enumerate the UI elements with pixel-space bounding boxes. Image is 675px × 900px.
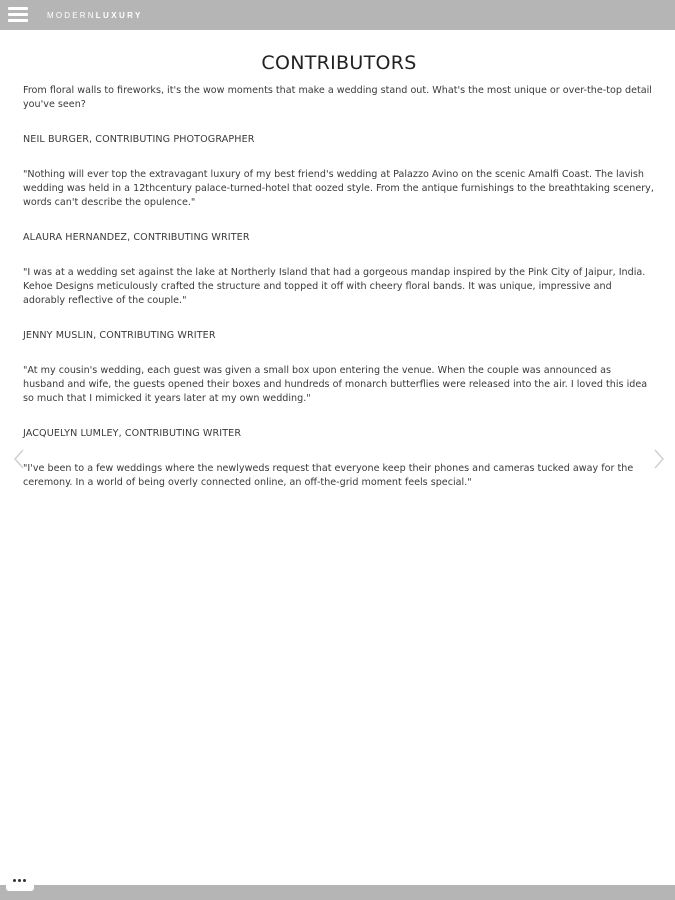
dot: [18, 879, 21, 882]
contributor-name: NEIL BURGER, CONTRIBUTING PHOTOGRAPHER: [23, 134, 255, 145]
chevron-right-icon[interactable]: [652, 448, 666, 470]
contributor-quote: "Nothing will ever top the extravagant luxury of my best friend's wedding at Palazzo Avino on the scenic Amalfi Coast. The lavish wedding was held in a 12thcentury palace-turned-hotel that oozed style. From the antique furnishings to the breathtaking scenery, words can't describe the opulence.": [23, 169, 654, 208]
chevron-left-icon[interactable]: [12, 448, 26, 470]
chevron-right-glyph: [652, 448, 666, 470]
bottom-bar: [0, 885, 675, 900]
article-content: [23, 50, 655, 511]
intro-paragraph: From floral walls to fireworks, it's the wow moments that make a wedding stand out. What's the most unique or over-the-top detail you've seen?: [23, 85, 652, 110]
brand-logo-light: MODERN: [47, 11, 96, 20]
menu-line: [8, 13, 28, 16]
hamburger-menu-icon[interactable]: [8, 7, 28, 23]
contributor-name: ALAURA HERNANDEZ, CONTRIBUTING WRITER: [23, 232, 250, 243]
dot: [13, 879, 16, 882]
page-title: CONTRIBUTORS: [261, 52, 417, 74]
dot: [23, 879, 26, 882]
chevron-left-glyph: [12, 448, 26, 470]
contributor-quote: "At my cousin's wedding, each guest was given a small box upon entering the venue. When the couple was announced as husband and wife, the guests opened their boxes and hundreds of monarch butterflies were released into the air. I loved this idea so much that I mimicked it years later at my own wedding.": [23, 365, 648, 404]
contributor-name: JENNY MUSLIN, CONTRIBUTING WRITER: [23, 330, 216, 341]
contributor-name: JACQUELYN LUMLEY, CONTRIBUTING WRITER: [23, 428, 242, 439]
more-dots-icon[interactable]: [6, 869, 34, 891]
brand-logo[interactable]: [47, 11, 143, 21]
top-bar: [0, 0, 675, 30]
brand-logo-bold: LUXURY: [95, 11, 143, 20]
menu-line: [8, 7, 28, 10]
contributor-quote: "I was at a wedding set against the lake at Northerly Island that had a gorgeous mandap inspired by the Pink City of Jaipur, India. Kehoe Designs meticulously crafted the structure and topped it off with cheery floral bands. It was unique, impressive and adorably reflective of the couple.": [23, 267, 646, 306]
menu-line: [8, 19, 28, 22]
contributor-quote: "I've been to a few weddings where the newlyweds request that everyone keep their phones and cameras tucked away for the ceremony. In a world of being overly connected online, an off-the-grid moment feels special.": [23, 463, 634, 488]
